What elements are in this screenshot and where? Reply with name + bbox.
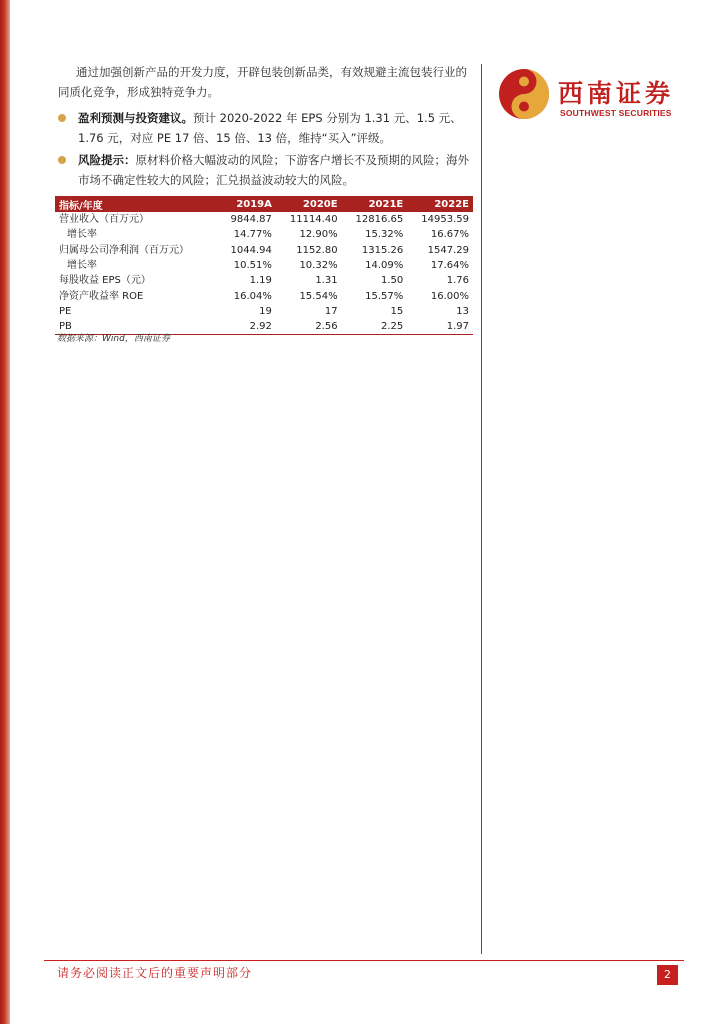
row-label: 归属母公司净利润（百万元）	[59, 244, 189, 256]
table-row	[55, 273, 473, 288]
row-label: 增长率	[67, 229, 97, 241]
cell-value: 16.67%	[430, 229, 469, 241]
header-cell: 2020E	[276, 196, 342, 212]
page-number: 2	[657, 965, 678, 985]
company-logo	[498, 66, 684, 122]
vertical-divider	[481, 64, 482, 954]
cell-value: 11114.40	[289, 214, 338, 226]
table-row	[55, 227, 473, 242]
cell-value: 13	[456, 305, 469, 317]
footer-divider	[44, 960, 684, 961]
bullet-text: 预计 2020-2022 年 EPS 分别为 1.31 元、1.5 元、1.76 元，对应 PE 17 倍、15 倍、13 倍，维持“买入”评级。	[78, 111, 462, 145]
table-row	[55, 258, 473, 273]
cell-value: 1315.26	[361, 244, 404, 256]
table-row	[55, 304, 473, 319]
header-cell: 2022E	[407, 196, 473, 212]
cell-value: 2.25	[342, 319, 408, 335]
cell-value: 15	[390, 305, 404, 317]
bullet-risk-warning	[58, 150, 474, 190]
left-accent-bar	[0, 0, 10, 1024]
row-label: PB	[55, 319, 218, 335]
cell-value: 9844.87	[230, 214, 272, 226]
logo-name-cn: 西南证券	[558, 79, 675, 108]
cell-value: 17.64%	[430, 260, 469, 272]
intro-paragraph: 通过加强创新产品的开发力度，开辟包装创新品类，有效规避主流包装行业的同质化竞争，形成独特竞争力。	[58, 65, 467, 99]
bullet-heading: 盈利预测与投资建议。	[78, 111, 193, 125]
cell-value: 1.97	[407, 319, 473, 335]
cell-value: 10.32%	[299, 260, 338, 272]
cell-value: 1.19	[249, 275, 272, 287]
cell-value: 15.54%	[299, 290, 338, 302]
table-row	[55, 288, 473, 303]
row-label: 每股收益 EPS（元）	[59, 275, 151, 287]
cell-value: 2.92	[218, 319, 276, 335]
cell-value: 1152.80	[296, 244, 338, 256]
row-label: PE	[59, 305, 72, 317]
bullet-content	[78, 150, 474, 190]
bullet-earnings-forecast	[58, 108, 474, 148]
cell-value: 17	[324, 305, 338, 317]
financial-forecast-table	[55, 196, 473, 335]
bullet-content	[78, 108, 474, 148]
cell-value: 1547.29	[427, 244, 469, 256]
cell-value: 19	[259, 305, 272, 317]
table-header-row	[55, 196, 473, 212]
cell-value: 16.04%	[233, 290, 272, 302]
cell-value: 12.90%	[299, 229, 338, 241]
bullet-heading: 风险提示：	[78, 153, 136, 167]
cell-value: 1.76	[446, 275, 469, 287]
cell-value: 16.00%	[430, 290, 469, 302]
cell-value: 15.32%	[365, 229, 404, 241]
table-row	[55, 243, 473, 258]
logo-emblem-icon	[498, 68, 550, 120]
cell-value: 14.09%	[365, 260, 404, 272]
cell-value: 1.50	[381, 275, 404, 287]
bullet-dot-icon	[58, 156, 66, 164]
row-label: 增长率	[67, 260, 97, 272]
header-cell: 2021E	[342, 196, 408, 212]
header-cell: 2019A	[218, 196, 276, 212]
table-row	[55, 212, 473, 227]
bullet-dot-icon	[58, 114, 66, 122]
cell-value: 1044.94	[230, 244, 272, 256]
cell-value: 14.77%	[233, 229, 272, 241]
cell-value: 10.51%	[233, 260, 272, 272]
cell-value: 2.56	[276, 319, 342, 335]
data-source-note: 数据来源：Wind，西南证券	[57, 334, 170, 344]
footer-disclaimer: 请务必阅读正文后的重要声明部分	[57, 966, 253, 980]
row-label: 净资产收益率 ROE	[59, 290, 144, 302]
cell-value: 12816.65	[355, 214, 404, 226]
bullet-text: 原材料价格大幅波动的风险；下游客户增长不及预期的风险；海外市场不确定性较大的风险；汇兑损益波动较大的风险。	[78, 153, 469, 187]
cell-value: 15.57%	[365, 290, 404, 302]
header-cell: 指标/年度	[55, 196, 218, 212]
logo-name-en: SOUTHWEST SECURITIES	[560, 108, 672, 118]
cell-value: 14953.59	[421, 214, 469, 226]
cell-value: 1.31	[315, 275, 338, 287]
row-label: 营业收入（百万元）	[59, 214, 149, 226]
